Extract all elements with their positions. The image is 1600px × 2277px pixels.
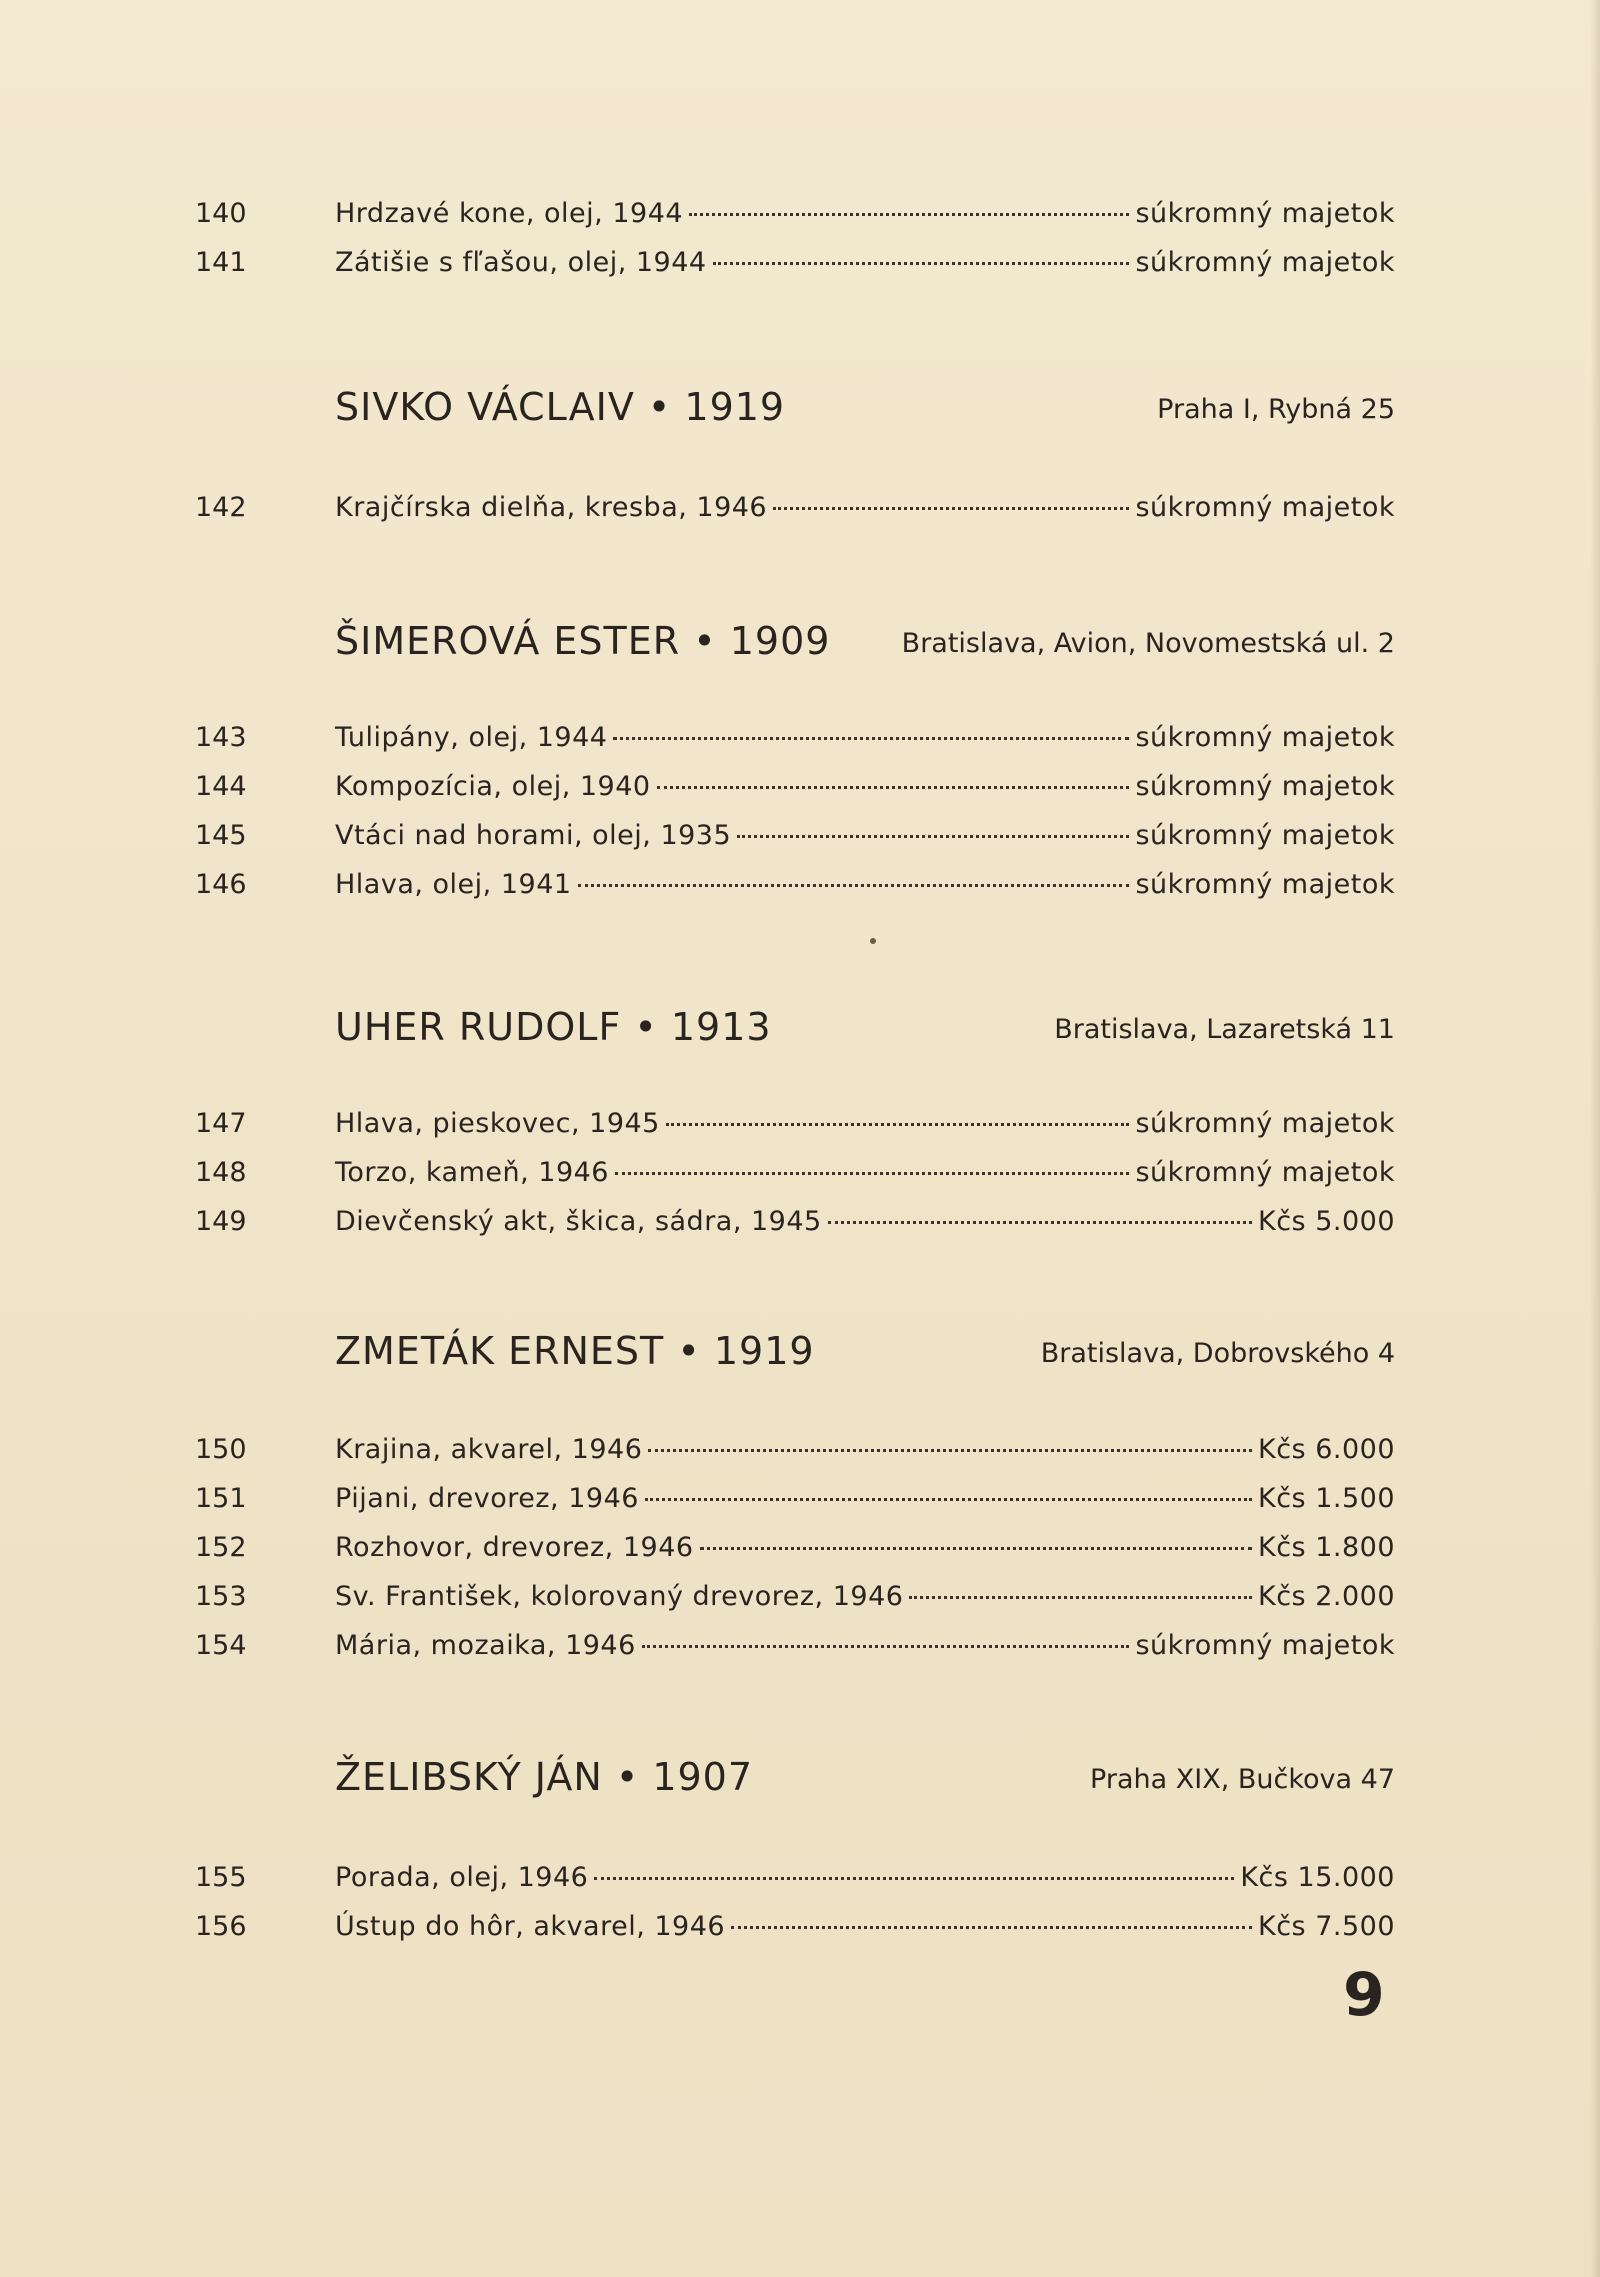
dot-leader bbox=[594, 1877, 1234, 1880]
artist-works bbox=[0, 1432, 1600, 1677]
entry-number: 147 bbox=[195, 1108, 247, 1139]
entry-value: súkromný majetok bbox=[1135, 492, 1395, 523]
artist-works bbox=[0, 720, 1600, 916]
entry-number: 151 bbox=[195, 1483, 247, 1514]
dot-leader bbox=[737, 835, 1129, 838]
dot-leader bbox=[613, 737, 1129, 740]
entry-number: 146 bbox=[195, 869, 247, 900]
entry-number: 150 bbox=[195, 1434, 247, 1465]
artist-name: UHER RUDOLF • 1913 bbox=[335, 1005, 772, 1049]
entry-title: Dievčenský akt, škica, sádra, 1945 bbox=[335, 1206, 822, 1237]
entry-title: Hlava, pieskovec, 1945 bbox=[335, 1108, 660, 1139]
entry-value: Kčs 5.000 bbox=[1258, 1206, 1395, 1237]
entry-number: 156 bbox=[195, 1911, 247, 1942]
entry-title: Mária, mozaika, 1946 bbox=[335, 1630, 636, 1661]
catalog-entry bbox=[0, 1909, 1600, 1958]
entry-number: 142 bbox=[195, 492, 247, 523]
catalog-entry bbox=[0, 1628, 1600, 1677]
entry-value: Kčs 15.000 bbox=[1240, 1862, 1395, 1893]
artist-name: ZMETÁK ERNEST • 1919 bbox=[335, 1329, 815, 1373]
artist-heading bbox=[0, 1752, 1600, 1812]
entry-value: súkromný majetok bbox=[1135, 869, 1395, 900]
catalog-entry bbox=[0, 1530, 1600, 1579]
catalog-entry bbox=[0, 196, 1600, 245]
dot-leader bbox=[731, 1926, 1252, 1929]
entry-number: 145 bbox=[195, 820, 247, 851]
entry-title: Tulipány, olej, 1944 bbox=[335, 722, 608, 753]
catalog-entry bbox=[0, 1204, 1600, 1253]
entry-number: 152 bbox=[195, 1532, 247, 1563]
dot-leader bbox=[615, 1172, 1129, 1175]
dot-leader bbox=[666, 1123, 1130, 1126]
dot-leader bbox=[642, 1645, 1130, 1648]
catalog-entry bbox=[0, 1481, 1600, 1530]
entry-title: Krajčírska dielňa, kresba, 1946 bbox=[335, 492, 768, 523]
entry-title: Ústup do hôr, akvarel, 1946 bbox=[335, 1911, 726, 1942]
artist-heading bbox=[0, 616, 1600, 676]
entry-value: Kčs 2.000 bbox=[1258, 1581, 1395, 1612]
entry-title: Torzo, kameň, 1946 bbox=[335, 1157, 609, 1188]
entry-value: súkromný majetok bbox=[1135, 771, 1395, 802]
catalog-entry bbox=[0, 1579, 1600, 1628]
entry-value: Kčs 7.500 bbox=[1258, 1911, 1395, 1942]
catalog-entry bbox=[0, 245, 1600, 294]
dot-leader bbox=[700, 1547, 1252, 1550]
entry-number: 144 bbox=[195, 771, 247, 802]
entry-value: súkromný majetok bbox=[1135, 1157, 1395, 1188]
entry-title: Hlava, olej, 1941 bbox=[335, 869, 572, 900]
dot-leader bbox=[713, 262, 1130, 265]
dot-leader bbox=[648, 1449, 1252, 1452]
catalog-entry bbox=[0, 1432, 1600, 1481]
dot-leader bbox=[773, 507, 1129, 510]
artist-heading bbox=[0, 382, 1600, 442]
artist-address: Praha XIX, Bučkova 47 bbox=[1090, 1764, 1395, 1795]
page-number: 9 bbox=[1343, 1960, 1385, 2030]
entry-value: súkromný majetok bbox=[1135, 247, 1395, 278]
artist-address: Bratislava, Avion, Novomestská ul. 2 bbox=[901, 628, 1395, 659]
entry-number: 141 bbox=[195, 247, 247, 278]
dot-leader bbox=[689, 213, 1129, 216]
catalog-entry bbox=[0, 720, 1600, 769]
entry-value: súkromný majetok bbox=[1135, 722, 1395, 753]
catalog-entry bbox=[0, 1860, 1600, 1909]
dot-leader bbox=[645, 1498, 1252, 1501]
artist-address: Bratislava, Lazaretská 11 bbox=[1054, 1014, 1395, 1045]
ink-speck bbox=[870, 938, 876, 944]
dot-leader bbox=[657, 786, 1130, 789]
entry-number: 149 bbox=[195, 1206, 247, 1237]
entry-number: 148 bbox=[195, 1157, 247, 1188]
intro-entries bbox=[0, 196, 1600, 294]
artist-name: ŽELIBSKÝ JÁN • 1907 bbox=[335, 1755, 754, 1799]
catalog-entry bbox=[0, 1155, 1600, 1204]
artist-name: ŠIMEROVÁ ESTER • 1909 bbox=[335, 619, 831, 663]
entry-number: 153 bbox=[195, 1581, 247, 1612]
artist-address: Praha I, Rybná 25 bbox=[1157, 394, 1395, 425]
entry-title: Kompozícia, olej, 1940 bbox=[335, 771, 651, 802]
artist-name: SIVKO VÁCLAIV • 1919 bbox=[335, 385, 786, 429]
entry-value: Kčs 1.500 bbox=[1258, 1483, 1395, 1514]
dot-leader bbox=[578, 884, 1130, 887]
entry-title: Pijani, drevorez, 1946 bbox=[335, 1483, 639, 1514]
artist-works bbox=[0, 1860, 1600, 1958]
entry-number: 154 bbox=[195, 1630, 247, 1661]
entry-value: súkromný majetok bbox=[1135, 820, 1395, 851]
entry-number: 143 bbox=[195, 722, 247, 753]
entry-value: súkromný majetok bbox=[1135, 1630, 1395, 1661]
entry-value: Kčs 1.800 bbox=[1258, 1532, 1395, 1563]
catalog-entry bbox=[0, 769, 1600, 818]
entry-value: súkromný majetok bbox=[1135, 198, 1395, 229]
entry-title: Krajina, akvarel, 1946 bbox=[335, 1434, 643, 1465]
entry-title: Rozhovor, drevorez, 1946 bbox=[335, 1532, 694, 1563]
dot-leader bbox=[828, 1221, 1252, 1224]
entry-value: Kčs 6.000 bbox=[1258, 1434, 1395, 1465]
artist-address: Bratislava, Dobrovského 4 bbox=[1040, 1338, 1395, 1369]
catalog-entry bbox=[0, 490, 1600, 539]
artist-heading bbox=[0, 1002, 1600, 1062]
entry-number: 140 bbox=[195, 198, 247, 229]
catalog-entry bbox=[0, 867, 1600, 916]
entry-title: Sv. František, kolorovaný drevorez, 1946 bbox=[335, 1581, 904, 1612]
entry-title: Vtáci nad horami, olej, 1935 bbox=[335, 820, 732, 851]
artist-works bbox=[0, 1106, 1600, 1253]
entry-title: Zátišie s fľašou, olej, 1944 bbox=[335, 247, 707, 278]
catalog-entry bbox=[0, 818, 1600, 867]
dot-leader bbox=[909, 1596, 1252, 1599]
entry-title: Porada, olej, 1946 bbox=[335, 1862, 589, 1893]
artist-heading bbox=[0, 1326, 1600, 1386]
entry-number: 155 bbox=[195, 1862, 247, 1893]
entry-value: súkromný majetok bbox=[1135, 1108, 1395, 1139]
catalog-entry bbox=[0, 1106, 1600, 1155]
artist-works bbox=[0, 490, 1600, 539]
entry-title: Hrdzavé kone, olej, 1944 bbox=[335, 198, 684, 229]
